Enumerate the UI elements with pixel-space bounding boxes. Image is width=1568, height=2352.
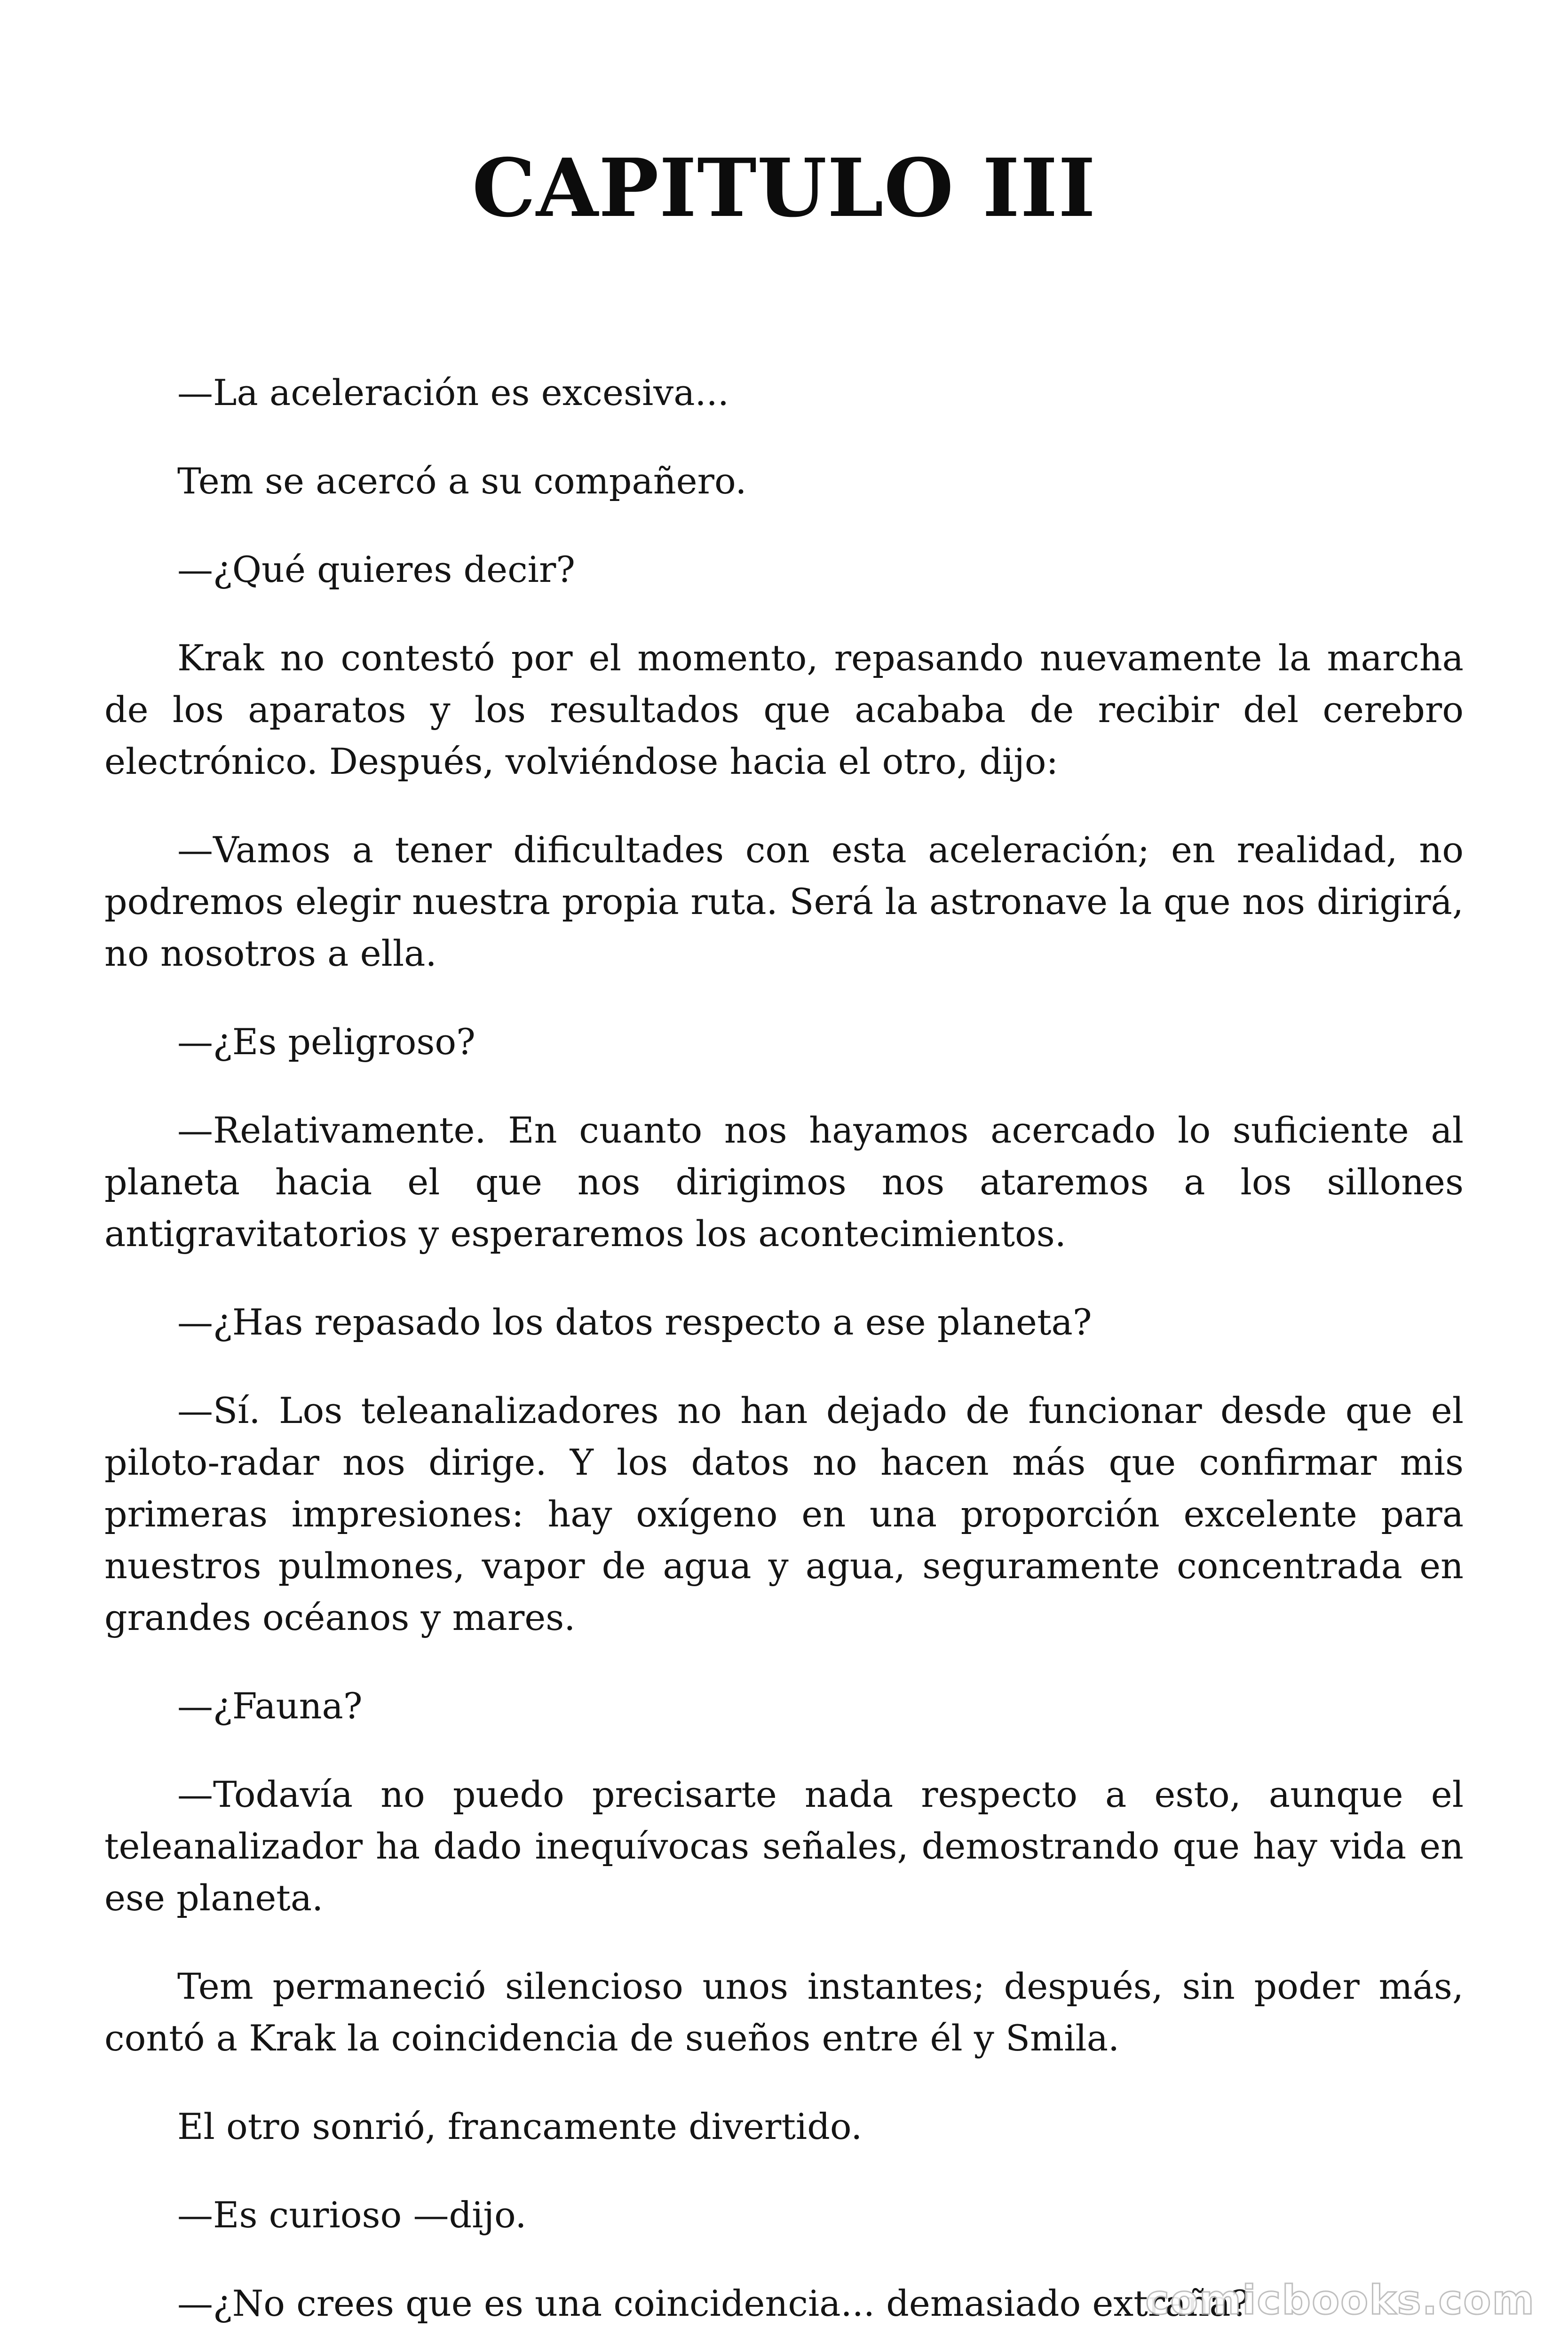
paragraph: Tem se acercó a su compañero. [177,460,747,502]
paragraph: —¿No crees que es una coincidencia... demasiado extraña? [177,2282,1250,2324]
paragraph: —Relativamente. En cuanto nos hayamos acercado lo suficiente al planeta hacia el que nos dirigimos nos ataremos a los sillones antigravitatorios y esperaremos los acontecimientos. [104,1109,1464,1255]
paragraph: —¿Fauna? [177,1685,363,1727]
paragraph: —Es curioso —dijo. [177,2194,527,2236]
paragraph: Krak no contestó por el momento, repasando nuevamente la marcha de los aparatos y los resultados que acababa de recibir del cerebro electrónico. Después, volviéndose hacia el otro, dijo: [104,637,1464,782]
paragraph: —¿Es peligroso? [177,1021,475,1063]
chapter-title: CAPITULO III [472,141,1096,235]
paragraph: —¿Qué quieres decir? [177,548,576,590]
paragraph: —Sí. Los teleanalizadores no han dejado de funcionar desde que el piloto-radar nos dirige. Y los datos no hacen más que confirmar mis primeras impresiones: hay oxígeno en una proporción excelente para nuestros pulmones, vapor de agua y agua, seguramente concentrada en grandes océanos y mares. [104,1390,1464,1638]
watermark: comicbooks.com [1145,2277,1535,2324]
paragraph: —Vamos a tener dificultades con esta aceleración; en realidad, no podremos elegir nuestra propia ruta. Será la astronave la que nos dirigirá, no nosotros a ella. [104,829,1464,974]
paragraph: —¿Has repasado los datos respecto a ese planeta? [177,1301,1092,1343]
chapter-text [104,367,1464,2352]
paragraph: El otro sonrió, francamente divertido. [177,2106,863,2147]
paragraph: —Todavía no puedo precisarte nada respecto a esto, aunque el teleanalizador ha dado inequívocas señales, demostrando que hay vida en ese planeta. [104,1773,1464,1919]
paragraph: Tem permaneció silencioso unos instantes; después, sin poder más, contó a Krak la coincidencia de sueños entre él y Smila. [104,1965,1464,2059]
paragraph: —La aceleración es excesiva... [177,372,729,413]
